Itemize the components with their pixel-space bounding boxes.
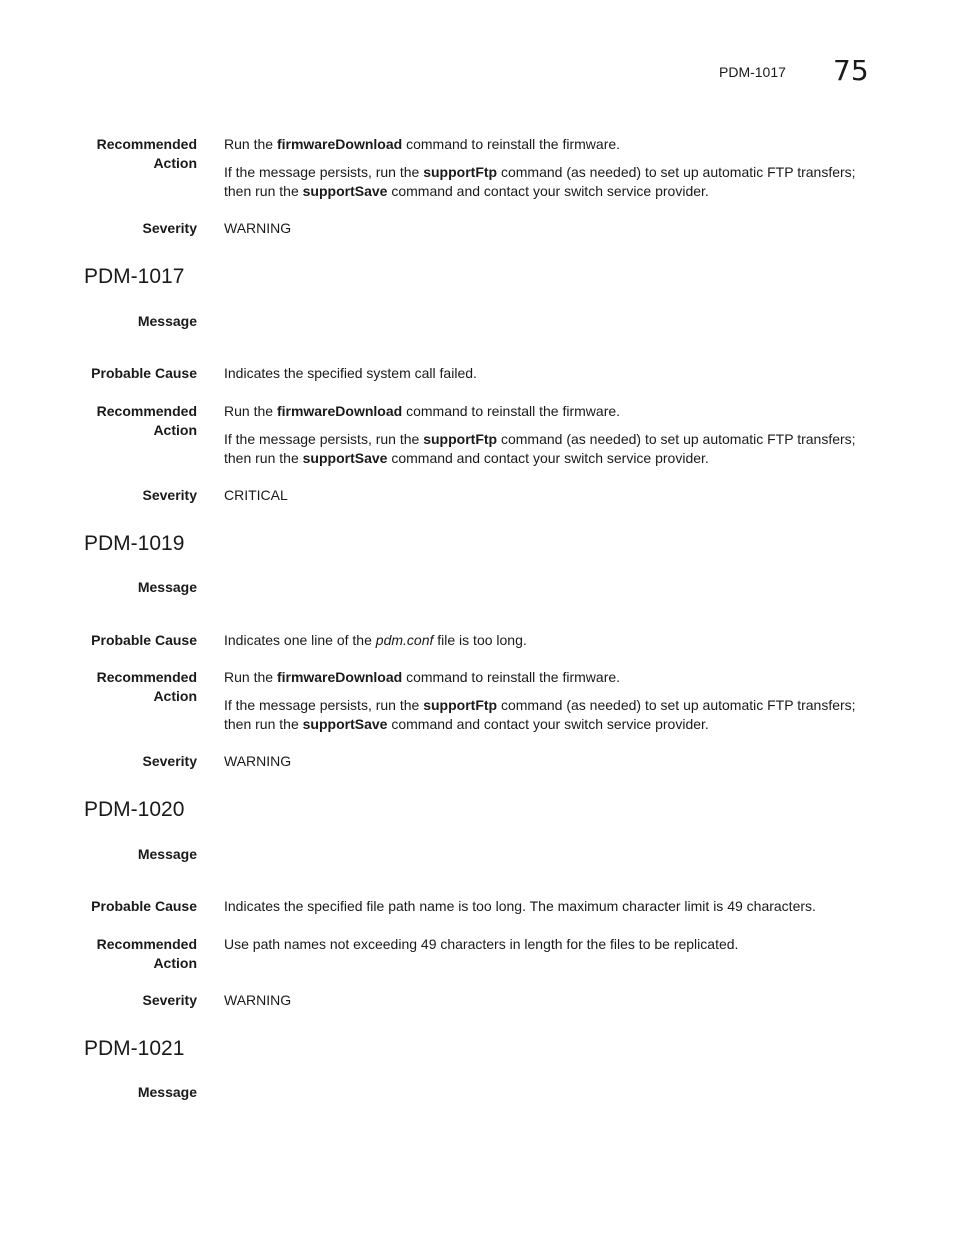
- message-label: Message: [137, 313, 197, 329]
- severity-label: Severity: [142, 220, 197, 236]
- severity-label: Severity: [142, 753, 197, 769]
- severity-label: Severity: [142, 487, 197, 503]
- section-heading-pdm-1017: PDM-1017: [84, 265, 185, 288]
- command-supportsave: supportSave: [302, 716, 388, 732]
- severity-value: CRITICAL: [224, 487, 288, 503]
- recommended-action-label: Recommended Action: [96, 936, 197, 971]
- probable-cause-text: Indicates the specified file path name is too long. The maximum character limit is 49 characters.: [224, 898, 816, 914]
- recommended-action-text-2: If the message persists, run the supportFtp command (as needed) to set up automatic FTP transfers; then run the supportSave command and contact your switch service provider.: [224, 164, 856, 199]
- severity-value: WARNING: [224, 753, 292, 769]
- recommended-action-label: Recommended Action: [96, 136, 197, 171]
- recommended-action-text: Use path names not exceeding 49 characters in length for the files to be replicated.: [224, 936, 739, 952]
- command-supportftp: supportFtp: [423, 431, 498, 447]
- probable-cause-label: Probable Cause: [91, 632, 197, 648]
- probable-cause-label: Probable Cause: [91, 898, 197, 914]
- command-supportftp: supportFtp: [423, 697, 498, 713]
- probable-cause-text: Indicates the specified system call failed.: [224, 365, 477, 381]
- probable-cause-label: Probable Cause: [91, 365, 197, 381]
- severity-value: WARNING: [224, 220, 292, 236]
- severity-value: WARNING: [224, 992, 292, 1008]
- command-firmwaredownload: firmwareDownload: [276, 669, 403, 685]
- filename-pdm-conf: pdm.conf: [375, 632, 434, 648]
- probable-cause-text: Indicates one line of the pdm.conf file is too long.: [224, 632, 527, 648]
- command-supportftp: supportFtp: [423, 164, 498, 180]
- section-heading-pdm-1019: PDM-1019: [84, 532, 185, 555]
- recommended-action-label: Recommended Action: [96, 669, 197, 704]
- command-firmwaredownload: firmwareDownload: [276, 403, 403, 419]
- command-supportsave: supportSave: [302, 183, 388, 199]
- message-label: Message: [137, 579, 197, 595]
- recommended-action-text: Run the firmwareDownload command to reinstall the firmware.: [224, 403, 621, 419]
- running-header-section: PDM-1017: [719, 64, 786, 80]
- recommended-action-text: Run the firmwareDownload command to reinstall the firmware.: [224, 136, 621, 152]
- section-heading-pdm-1021: PDM-1021: [84, 1037, 185, 1060]
- recommended-action-text-2: If the message persists, run the supportFtp command (as needed) to set up automatic FTP transfers; then run the supportSave command and contact your switch service provider.: [224, 431, 856, 466]
- section-heading-pdm-1020: PDM-1020: [84, 798, 185, 821]
- command-firmwaredownload: firmwareDownload: [276, 136, 403, 152]
- command-supportsave: supportSave: [302, 450, 388, 466]
- recommended-action-text-2: If the message persists, run the supportFtp command (as needed) to set up automatic FTP transfers; then run the supportSave command and contact your switch service provider.: [224, 697, 856, 732]
- severity-label: Severity: [142, 992, 197, 1008]
- recommended-action-text: Run the firmwareDownload command to reinstall the firmware.: [224, 669, 621, 685]
- recommended-action-label: Recommended Action: [96, 403, 197, 438]
- message-label: Message: [137, 1084, 197, 1100]
- chapter-number: 75: [833, 54, 869, 87]
- message-label: Message: [137, 846, 197, 862]
